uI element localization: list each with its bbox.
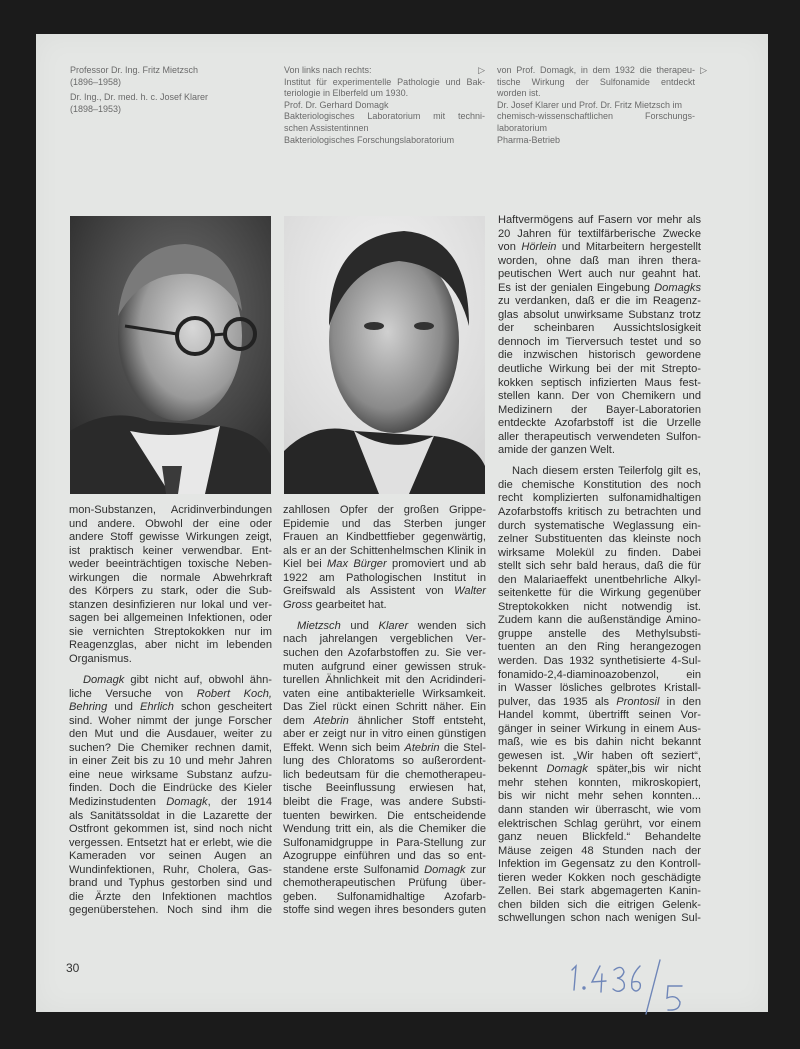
text-line: tuenten an den Ring herangezogen <box>498 641 701 654</box>
text-line: fonamido-2,4-diaminoazobenzol, ein <box>498 668 701 681</box>
text-line: finden. Doch die Eindrücke des Kieler <box>69 782 272 795</box>
text-segment: Kiel bei <box>283 558 328 571</box>
text-line: Mäuse zeigen 48 Stunden nach der <box>498 844 701 857</box>
text-line: nach jahrelangen vergeblichen Ver- <box>283 633 486 646</box>
italic-name: Domagk <box>546 763 588 776</box>
caption-line: Dr. Josef Klarer und Prof. Dr. Fritz Mietzsch im <box>497 99 683 110</box>
text-line: dann standen wir überrascht, wie vom <box>498 804 701 817</box>
text-column-3 <box>498 214 701 933</box>
text-line: weder beeinträchtigen toxische Neben- <box>69 558 272 571</box>
italic-name: Domagk <box>83 674 125 687</box>
text-line: stoffe sind wegen ihres besonders guten <box>283 904 486 917</box>
text-line: dennoch im Tierversuch testet und so <box>498 335 701 348</box>
text-line: Sulfonamidgruppe in Para-Stellung zur <box>283 836 486 849</box>
text-line: stanzen desinfizieren nur lokal und ver- <box>69 598 272 611</box>
text-line: Wundinfektionen, Ruhr, Cholera, Gas- <box>69 863 272 876</box>
text-line: worden, ohne daß man ihren thera- <box>498 254 701 267</box>
caption-line: (1896–1958) <box>70 76 122 87</box>
text-line: die Ärzte den Infektionen machtlos <box>69 890 272 903</box>
text-segment: und <box>340 619 379 632</box>
text-line: durch systematische Weglassung ein- <box>498 519 701 532</box>
text-segment: dem <box>283 714 314 727</box>
text-line: mon-Substanzen, Acridinverbindungen <box>69 504 272 516</box>
text-line: die chemische Konstitution des noch <box>498 478 701 491</box>
text-line: Streptokokken nicht notwendig ist. <box>498 600 701 613</box>
text-line: kokken septisch infizierten Maus fest- <box>498 376 701 389</box>
text-line <box>283 558 486 572</box>
text-line: vaten eine antibakterielle Wirksamkeit. <box>283 687 486 700</box>
text-column-1 <box>69 504 272 925</box>
text-line: Infektion im Gegensatz zu den Kontroll- <box>498 858 701 871</box>
caption-line: teriologie in Elberfeld um 1930. <box>284 88 409 99</box>
text-line: Frauen an Kindbettfieber gegenwärtig, <box>283 531 486 544</box>
text-line: stellt sich sehr bald heraus, daß die für <box>498 560 701 573</box>
text-segment: später„bis wir nicht <box>587 763 701 776</box>
caption-line: von Prof. Domagk, in dem 1932 die therapeu- <box>497 65 695 75</box>
text-line: tische Beeinflussung erwiesen hat, <box>283 782 486 795</box>
caption-line: chemisch-wissenschaftlichen Forschungs- <box>497 111 695 122</box>
text-line: seitenkette für die Wirkung gegenüber <box>498 587 701 600</box>
text-line: ganz neuen Blickfeld.“ Behandelte <box>498 831 701 844</box>
text-line <box>498 763 701 777</box>
caption-line: Prof. Dr. Gerhard Domagk <box>284 99 389 110</box>
text-line: vergessen. Entsetzt hat er erlebt, wie die <box>69 836 272 849</box>
text-line: maß, wie es bis dahin nicht bekannt <box>498 736 701 749</box>
text-line: Zudem kann die außenständige Amino- <box>498 614 701 627</box>
text-line <box>69 796 272 810</box>
text-line <box>283 715 486 729</box>
text-segment: gearbeitet hat. <box>312 598 387 611</box>
text-line: muten aufgrund einer gewissen struk- <box>283 660 486 673</box>
text-line <box>498 241 701 255</box>
text-line: zahllosen Opfer der großen Grippe- <box>283 504 486 516</box>
text-line: aber er zeigt nur in vitro einen günstigen <box>283 728 486 741</box>
text-line: gänger in seiner Wirkung in einem Aus- <box>498 722 701 735</box>
italic-name: Robert Koch, <box>196 687 272 700</box>
caption-line: Von links nach rechts: <box>284 65 372 75</box>
text-line <box>283 585 486 599</box>
paragraph <box>69 674 272 918</box>
paragraph <box>283 620 486 918</box>
text-line: den Malariaeffekt unentbehrliche Alkyl- <box>498 573 701 586</box>
photo-portrait-klarer <box>284 216 485 494</box>
text-line: bis wir nicht mehr sehen konnten... <box>498 790 701 803</box>
italic-name: Ehrlich <box>139 701 174 714</box>
italic-name: Max Bürger <box>327 558 387 571</box>
italic-name: Prontosil <box>616 695 660 708</box>
text-line: sie vernichten Streptokokken nur im <box>69 625 272 638</box>
paragraph <box>498 214 701 458</box>
text-line: in Wasser lösliches gelbrotes Kristall- <box>498 682 701 695</box>
text-segment: in den <box>659 695 701 708</box>
text-line: werden. Das 1932 synthetisierte 4-Sul- <box>498 655 701 667</box>
text-line <box>283 864 486 878</box>
paragraph <box>69 504 272 667</box>
caption-line: tische Wirkung der Sulfonamide entdeckt <box>497 76 695 87</box>
paragraph <box>498 465 701 926</box>
text-segment: schon gescheitert <box>173 701 272 714</box>
text-line: geben. Sulfonamidhaltige Azofarb- <box>283 890 486 903</box>
caption-line: Institut für experimentelle Pathologie und Bak- <box>284 76 485 87</box>
text-line: sagen bei allgemeinen Infektionen, oder <box>69 612 272 625</box>
text-segment: Es ist der genialen Eingebung <box>498 281 655 294</box>
italic-name: Domagk <box>166 795 208 808</box>
text-line: bleibt die Frage, was andere Substi- <box>283 795 486 808</box>
text-segment: und Mitarbeitern hergestellt <box>556 241 702 254</box>
caption-line: Dr. Ing., Dr. med. h. c. Josef Klarer <box>70 92 209 103</box>
text-line: Wendung tritt ein, als die Chemiker die <box>283 823 486 836</box>
text-segment: und <box>107 701 140 714</box>
text-line: mehr stehen konnten, mikroskopiert, <box>498 776 701 789</box>
text-line: stellen kann. Der von Chemikern und <box>498 390 701 403</box>
italic-name: Walter <box>454 585 486 598</box>
italic-name: Mietzsch <box>297 619 341 632</box>
italic-name: Behring <box>69 701 108 714</box>
text-line: Organismus. <box>69 653 132 666</box>
italic-name: Hörlein <box>521 241 557 254</box>
text-line: sind. Woher nimmt der junge Forscher <box>69 714 272 727</box>
text-line <box>498 282 701 296</box>
italic-name: Domagks <box>654 281 701 294</box>
italic-name: Atebrin <box>404 741 440 754</box>
italic-name: Domagk <box>424 863 466 876</box>
text-segment: standene erste Sulfonamid <box>283 863 425 876</box>
text-line: zu verdanken, daß er die im Reagenz- <box>498 295 701 308</box>
caption-line: Professor Dr. Ing. Fritz Mietzsch <box>70 65 199 75</box>
text-line: eine neue wirksame Substanz aufzu- <box>69 768 272 781</box>
text-line: Handel kommt, übertrifft seinen Vor- <box>498 709 701 722</box>
text-segment: zur <box>465 863 486 876</box>
document-page <box>36 34 768 1012</box>
text-line: elektrischen Schlag gerührt, vor einem <box>498 817 701 830</box>
text-line: der scheinbaren Aussichtslosigkeit <box>498 322 701 335</box>
text-line: Haftvermögens auf Fasern vor mehr als <box>498 214 701 226</box>
italic-name: Atebrin <box>313 714 349 727</box>
caption-line: schen Assistentinnen <box>284 122 369 133</box>
text-segment: promoviert und ab <box>386 558 486 571</box>
italic-name: Gross <box>283 598 313 611</box>
caption-line: (1898–1953) <box>70 103 122 114</box>
text-line: in einer Zeit bis zu 10 und mehr Jahren <box>69 755 272 768</box>
text-line <box>498 696 701 710</box>
text-line: 20 Jahren für textilfärberische Zwecke <box>498 227 701 240</box>
text-line: Nach diesem ersten Teilerfolg gilt es, <box>512 465 701 478</box>
text-line: Epidemie und das Sterben junger <box>283 517 486 530</box>
handwritten-archive-number <box>564 956 704 1016</box>
text-line: recht komplizierten sulfonamidhaltigen <box>498 492 701 505</box>
caption-gap <box>70 115 270 119</box>
text-line: tieren weder Kokken noch geschädigte <box>498 871 701 884</box>
text-line: turellen Ähnlichkeit mit den Acridinderi- <box>283 674 486 687</box>
text-line: brand und Typhus gestorben sind und <box>69 877 272 890</box>
text-line: gegenüberstehen. Noch sind ihm die <box>69 904 272 917</box>
text-line <box>283 742 486 756</box>
text-line: glas absolut unwirksame Substanz trotz <box>498 308 701 321</box>
text-line: schwellungen schon nach wenigen Sul- <box>498 912 701 925</box>
text-segment: ähnlicher Stoff entsteht, <box>348 714 487 727</box>
text-line: peutischen Wert auch nur geahnt hat. <box>498 268 701 281</box>
text-line: Azofarbstoffs kritisch zu betrachten und <box>498 505 701 518</box>
text-segment: die Stel- <box>439 741 486 754</box>
caption-line: Pharma-Betrieb <box>497 134 561 145</box>
text-segment: pulver, das 1935 als <box>498 695 617 708</box>
text-line: entdeckte Azofarbstoff ist die Urzelle <box>498 417 701 430</box>
text-line: aller therapeutisch verwendeten Sulfon- <box>498 430 701 443</box>
text-line: als er an der Schittenhelmschen Klinik in <box>283 544 486 557</box>
text-line: Zellen. Bei stark abgemagerten Kanin- <box>498 885 701 898</box>
caption-line: laboratorium <box>497 122 548 133</box>
text-line: gewesen ist. „Wir haben oft seziert“, <box>498 749 701 762</box>
continue-arrow-icon: ▷ <box>478 65 485 75</box>
text-line: deutliche Wirkung bei der mit Strepto- <box>498 363 701 376</box>
text-line: andere Stoff gewisse Wirkungen zeigt, <box>69 531 272 544</box>
text-line: lich bedeutsam für die chemotherapeu- <box>283 768 486 781</box>
photo-portrait-mietzsch <box>70 216 271 494</box>
text-segment: bekennt <box>498 763 547 776</box>
text-segment: wenden sich <box>408 619 486 632</box>
text-segment: liche Versuche von <box>69 687 197 700</box>
page-number: 30 <box>66 961 80 975</box>
caption-institute <box>284 65 485 146</box>
caption-line: Bakteriologisches Laboratorium mit techni- <box>284 111 485 122</box>
italic-name: Klarer <box>378 619 409 632</box>
paragraph <box>283 504 486 612</box>
text-line: als Sanitätssoldat in die Lazarette der <box>69 809 272 822</box>
text-line: ist praktisch keiner verwendbar. Ent- <box>69 544 272 557</box>
caption-portraits <box>70 65 270 119</box>
text-segment: , der 1914 <box>207 795 272 808</box>
text-line: des Körpers zu stark, oder die Sub- <box>69 585 272 598</box>
text-line: Kameraden vor seinen Augen an <box>69 850 272 863</box>
text-line: den Mut und die Ausdauer, weiter zu <box>69 728 272 741</box>
text-line: die inzwischen historisch gewordene <box>498 349 701 362</box>
text-segment: Greifswald als Assistent von <box>283 585 455 598</box>
text-line: gruppe anstelle des Methylsubsti- <box>498 627 701 640</box>
text-segment: Effekt. Wenn sich beim <box>283 741 405 754</box>
caption-line: worden ist. <box>497 88 541 99</box>
text-line: chemotherapeutischen Prüfung über- <box>283 877 486 890</box>
caption-laboratory <box>497 65 707 146</box>
text-line: Reagenzglas, aber nicht im lebenden <box>69 639 272 652</box>
text-line: Ostfront gekommen ist, sind noch nicht <box>69 823 272 836</box>
text-column-2 <box>283 504 486 925</box>
text-segment: Medizinstudenten <box>69 795 167 808</box>
text-segment: von <box>498 241 522 254</box>
text-line: zelner Substituenten das kleinste noch <box>498 533 701 546</box>
text-line: wirksame Molekül zu finden. Dabei <box>498 546 701 559</box>
text-line: suchen den Azofarbstoffen zu. Sie ver- <box>283 646 486 659</box>
text-line: chen bilden sich die eitrigen Gelenk- <box>498 898 701 911</box>
continue-arrow-icon: ▷ <box>700 65 707 75</box>
text-line: wirkungen die normale Abwehrkraft <box>69 571 272 584</box>
text-line <box>69 701 272 715</box>
text-line: suchen? Die Chemiker rechnen damit, <box>69 741 272 754</box>
text-line: lung des Chloratoms so außerordent- <box>283 755 486 768</box>
text-line: 1922 am Pathologischen Institut in <box>283 571 486 584</box>
text-line: amide der ganzen Welt. <box>498 444 615 457</box>
text-line: Medizinern der Bayer-Laboratorien <box>498 403 701 416</box>
text-line: Azogruppe einführen und das so ent- <box>283 850 486 863</box>
text-line: und andere. Obwohl der eine oder <box>69 517 272 530</box>
text-line: Das Ziel rückt einen Schritt näher. Ein <box>283 701 486 714</box>
text-line <box>69 674 272 688</box>
text-line <box>283 599 486 613</box>
text-line: tuenten bewirken. Die entscheidende <box>283 809 486 822</box>
text-line <box>69 688 272 702</box>
text-segment: gibt nicht auf, obwohl ähn- <box>124 674 272 687</box>
text-line <box>283 620 486 634</box>
caption-line: Bakteriologisches Forschungslaboratorium <box>284 134 455 145</box>
